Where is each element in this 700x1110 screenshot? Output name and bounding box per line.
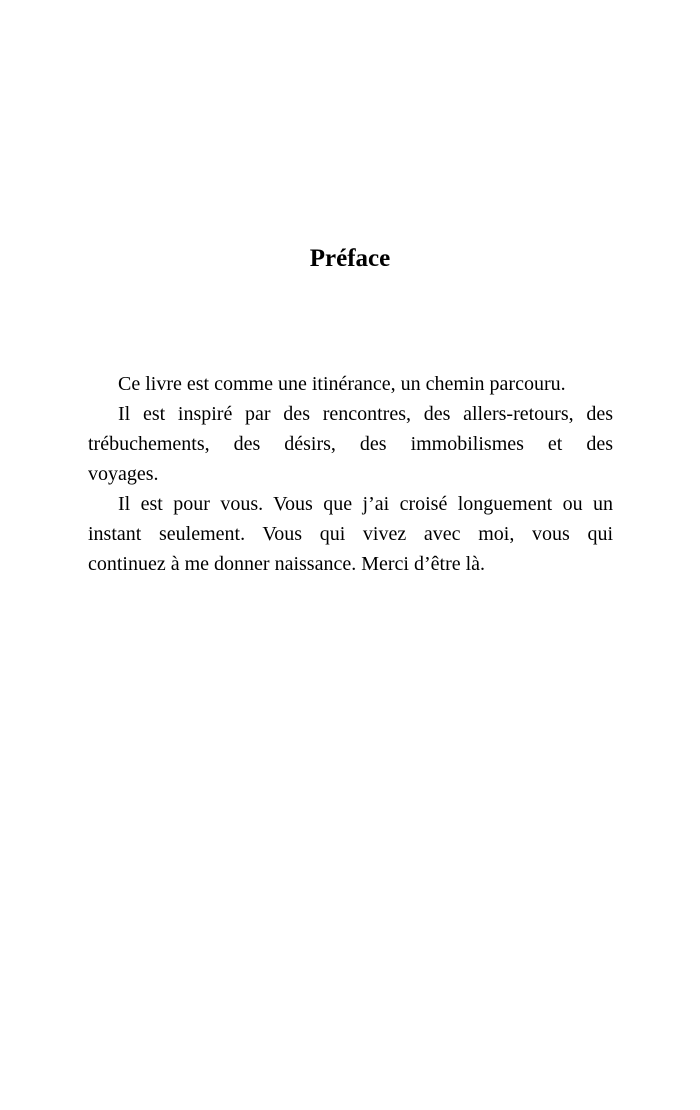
text-line: instant seulement. Vous qui vivez avec moi, vous qui <box>88 523 613 545</box>
text-line: voyages. <box>88 463 159 485</box>
preface-text <box>88 369 613 579</box>
text-line: Ce livre est comme une itinérance, un chemin parcouru. <box>118 373 566 395</box>
text-line: trébuchements, des désirs, des immobilismes et des <box>88 433 613 455</box>
text-line: continuez à me donner naissance. Merci d’être là. <box>88 553 486 575</box>
page-title: Préface <box>309 245 391 272</box>
text-line: Il est inspiré par des rencontres, des allers-retours, des <box>118 403 613 425</box>
text-line: Il est pour vous. Vous que j’ai croisé longuement ou un <box>118 493 613 515</box>
